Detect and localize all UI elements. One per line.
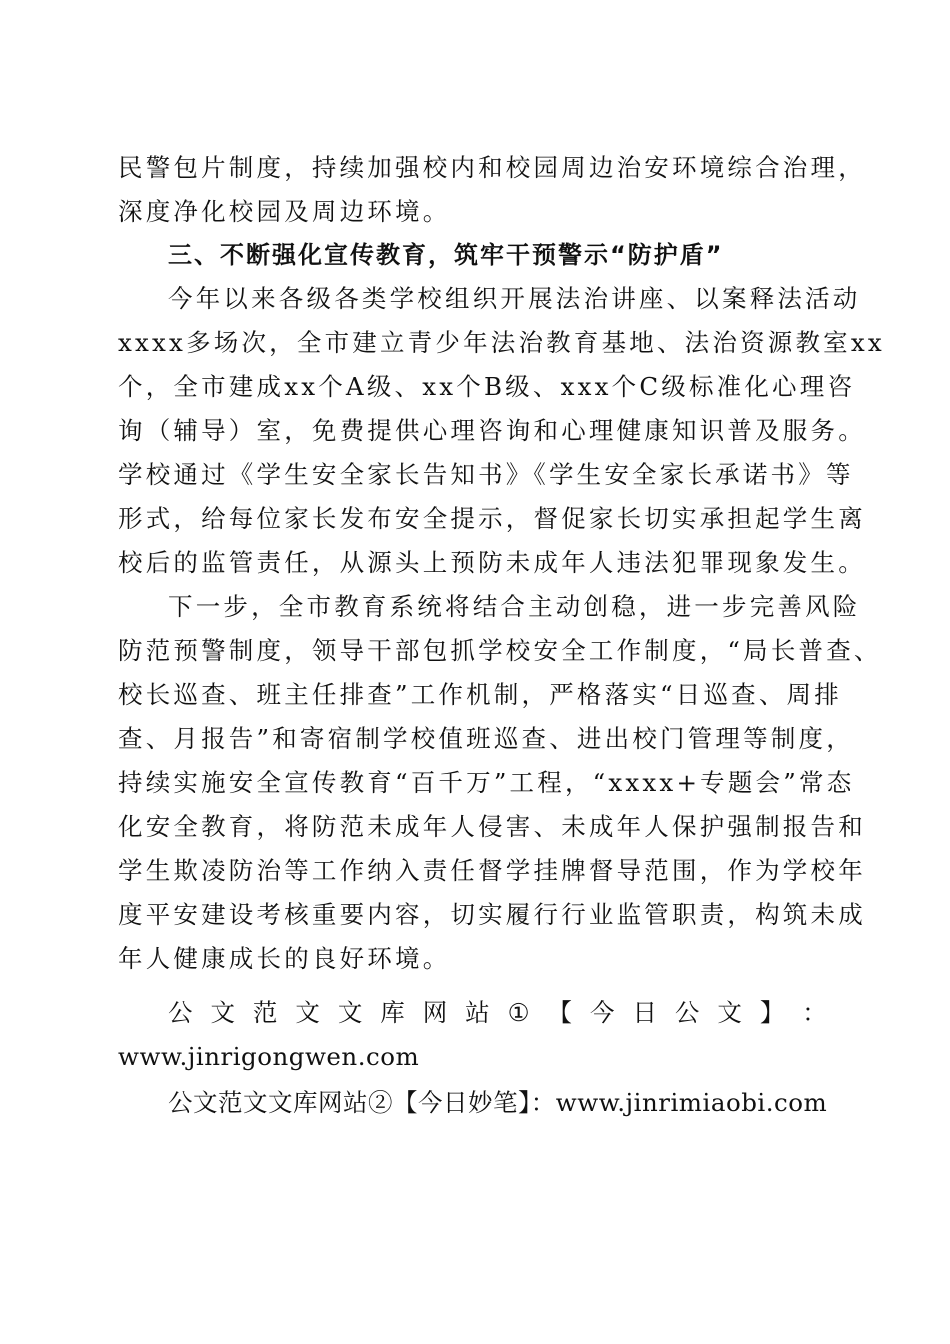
paragraph-3-line-9: 年人健康成长的良好环境。 bbox=[118, 944, 451, 973]
website-1-char: 文 bbox=[295, 998, 324, 1027]
website-1-char: 文 bbox=[337, 998, 366, 1027]
website-1-char: 范 bbox=[252, 998, 281, 1027]
paragraph-3-line-4: 查、月报告”和寄宿制学校值班巡查、进出校门管理等制度， bbox=[118, 724, 854, 753]
website-2-line: 公文范文文库网站②【今日妙笔】：www.jinrimiaobi.com bbox=[168, 1088, 828, 1117]
website-1-char: 文 bbox=[210, 998, 239, 1027]
paragraph-3-line-2: 防范预警制度，领导干部包抓学校安全工作制度，“局长普查、 bbox=[118, 636, 882, 665]
website-1-char: ① bbox=[507, 998, 533, 1027]
website-1-url: www.jinrigongwen.com bbox=[118, 1042, 420, 1071]
paragraph-3-line-8: 度平安建设考核重要内容，切实履行行业监管职责，构筑未成 bbox=[118, 900, 866, 929]
website-1-char: 网 bbox=[422, 998, 451, 1027]
paragraph-3-line-1: 下一步，全市教育系统将结合主动创稳，进一步完善风险 bbox=[168, 592, 861, 621]
paragraph-2-line-7: 校后的监管责任，从源头上预防未成年人违法犯罪现象发生。 bbox=[118, 548, 866, 577]
paragraph-1-line-1: 民警包片制度，持续加强校内和校园周边治安环境综合治理， bbox=[118, 153, 866, 182]
paragraph-2-line-2: xxxx多场次，全市建立青少年法治教育基地、法治资源教室xx bbox=[118, 328, 885, 357]
paragraph-2-line-6: 形式，给每位家长发布安全提示，督促家长切实承担起学生离 bbox=[118, 504, 866, 533]
paragraph-1-line-2: 深度净化校园及周边环境。 bbox=[118, 197, 451, 226]
website-1-char: 公 bbox=[674, 998, 703, 1027]
website-1-char: 公 bbox=[168, 998, 196, 1027]
website-1-char: ： bbox=[802, 998, 830, 1027]
website-1-line bbox=[168, 998, 830, 1028]
website-1-char: 库 bbox=[380, 998, 408, 1027]
paragraph-3-line-7: 学生欺凌防治等工作纳入责任督学挂牌督导范围，作为学校年 bbox=[118, 856, 866, 885]
website-1-char: 日 bbox=[632, 998, 661, 1027]
website-1-char: 】 bbox=[759, 998, 788, 1027]
paragraph-2-line-3: 个，全市建成xx个A级、xx个B级、xxx个C级标准化心理咨 bbox=[118, 372, 856, 401]
website-1-char: 文 bbox=[717, 998, 746, 1027]
website-1-char: 站 bbox=[465, 998, 493, 1027]
paragraph-2-line-5: 学校通过《学生安全家长告知书》《学生安全家长承诺书》等 bbox=[118, 460, 854, 489]
paragraph-3-line-6: 化安全教育，将防范未成年人侵害、未成年人保护强制报告和 bbox=[118, 812, 866, 841]
paragraph-3-line-5: 持续实施安全宣传教育“百千万”工程，“xxxx+专题会”常态 bbox=[118, 768, 855, 797]
website-1-char: 今 bbox=[590, 998, 618, 1027]
website-1-char: 【 bbox=[547, 998, 576, 1027]
paragraph-3-line-3: 校长巡查、班主任排查”工作机制，严格落实“日巡查、周排 bbox=[118, 680, 842, 709]
paragraph-2-line-4: 询（辅导）室，免费提供心理咨询和心理健康知识普及服务。 bbox=[118, 416, 866, 445]
section-heading-3: 三、不断强化宣传教育，筑牢干预警示“防护盾” bbox=[168, 241, 724, 269]
paragraph-2-line-1: 今年以来各级各类学校组织开展法治讲座、以案释法活动 bbox=[168, 284, 861, 313]
